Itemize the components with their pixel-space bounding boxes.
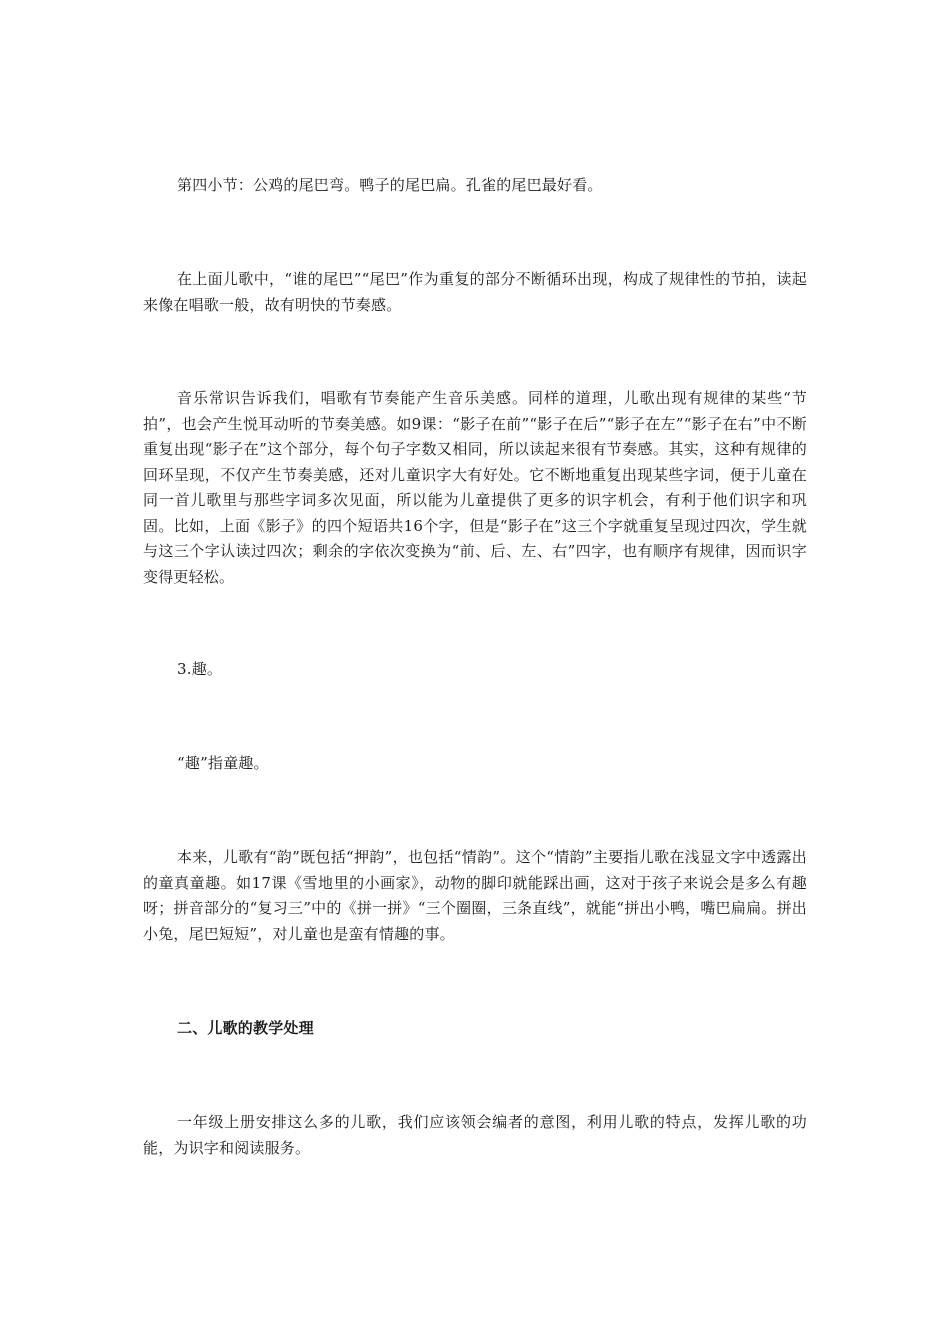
paragraph-item-three: 3.趣。: [177, 660, 223, 678]
paragraph-charm-examples: 本来，儿歌有“韵”既包括“押韵”，也包括“情韵”。这个“情韵”主要指儿歌在浅显文字中透露出的童真童趣。如17课《雪地里的小画家》，动物的脚印就能踩出画，这对于孩子来说会是多么有趣呀；拼音部分的“复习三”中的《拼一拼》“三个圈圈，三条直线”，就能“拼出小鸭，嘴巴扁扁。拼出小兔，尾巴短短”，对儿童也是蛮有情趣的事。: [143, 848, 807, 943]
paragraph-rhythm-repetition: 在上面儿歌中，“谁的尾巴”“尾巴”作为重复的部分不断循环出现，构成了规律性的节拍，读起来像在唱歌一般，故有明快的节奏感。: [143, 270, 807, 314]
section-heading-teaching: 二、儿歌的教学处理: [177, 1019, 314, 1037]
paragraph-fun-definition: “趣”指童趣。: [177, 754, 269, 772]
paragraph-teaching-intent: 一年级上册安排这么多的儿歌，我们应该领会编者的意图，利用儿歌的特点，发挥儿歌的功能，为识字和阅读服务。: [143, 1113, 807, 1157]
paragraph-section-four: 第四小节：公鸡的尾巴弯。鸭子的尾巴扁。孔雀的尾巴最好看。: [177, 176, 603, 194]
paragraph-music-rhythm: 音乐常识告诉我们，唱歌有节奏能产生音乐美感。同样的道理，儿歌出现有规律的某些“节拍”，也会产生悦耳动听的节奏美感。如9课：“影子在前”“影子在后”“影子在左”“影子在右”中不断重复出现“影子在”这个部分，每个句子字数又相同，所以读起来很有节奏感。其实，这种有规律的回环呈现，不仅产生节奏美感，还对儿童识字大有好处。它不断地重复出现某些字词，便于儿童在同一首儿歌里与那些字词多次见面，所以能为儿童提供了更多的识字机会，有利于他们识字和巩固。比如，上面《影子》的四个短语共16个字，但是“影子在”这三个字就重复呈现过四次，学生就与这三个字认读过四次；剩余的字依次变换为“前、后、左、右”四字，也有顺序有规律，因而识字变得更轻松。: [143, 389, 807, 586]
